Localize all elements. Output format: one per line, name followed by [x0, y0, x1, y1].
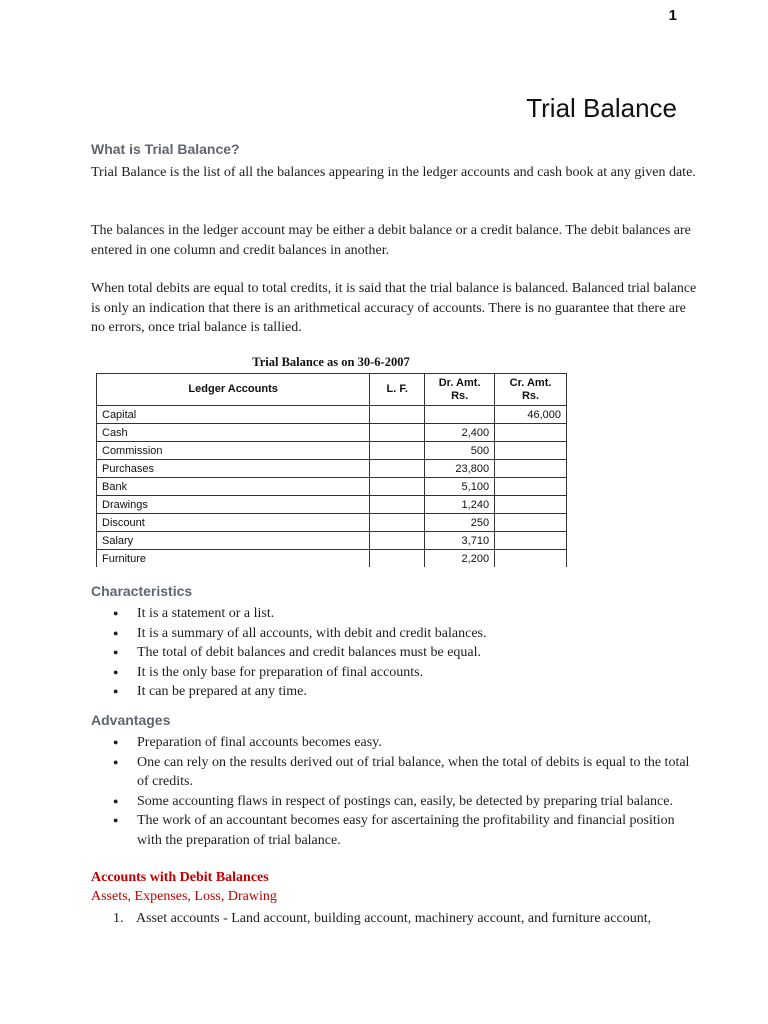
cell-lf	[370, 550, 425, 568]
table-row	[97, 532, 567, 550]
cell-ledger-account: Furniture	[97, 550, 370, 568]
cell-ledger-account: Commission	[97, 442, 370, 460]
cell-cr-amount	[495, 496, 567, 514]
cell-dr-amount: 2,400	[425, 424, 495, 442]
cell-cr-amount: 46,000	[495, 406, 567, 424]
table-caption: Trial Balance as on 30-6-2007	[252, 355, 410, 369]
table-row	[97, 460, 567, 478]
list-item: ● It is the only base for preparation of final accounts.	[91, 663, 697, 683]
debit-balances-subheading: Assets, Expenses, Loss, Drawing	[91, 889, 277, 904]
cell-cr-amount	[495, 514, 567, 532]
header-dr-amount: Dr. Amt. Rs.	[425, 374, 495, 406]
cell-cr-amount	[495, 550, 567, 568]
paragraph-balances: The balances in the ledger account may be either a debit balance or a credit balance. The debit balances are entered in one column and credit balances in another.	[91, 223, 691, 258]
cell-dr-amount: 500	[425, 442, 495, 460]
advantages-list	[91, 733, 697, 850]
list-item: ● It is a statement or a list.	[91, 604, 697, 624]
list-item: ● One can rely on the results derived out of trial balance, when the total of debits is equal to the total of credits.	[91, 753, 697, 792]
paragraph-balanced: When total debits are equal to total credits, it is said that the trial balance is balanced. Balanced trial balance is only an indication that there is an arithmetical accuracy of accounts. There is no guarantee that there are no errors, once trial balance is tallied.	[91, 281, 697, 335]
list-item: ● Some accounting flaws in respect of postings can, easily, be detected by preparing trial balance.	[91, 792, 697, 812]
cell-dr-amount: 23,800	[425, 460, 495, 478]
trial-balance-table	[96, 373, 567, 567]
cell-ledger-account: Capital	[97, 406, 370, 424]
header-ledger-accounts: Ledger Accounts	[97, 374, 370, 406]
list-item: ● The work of an accountant becomes easy for ascertaining the profitability and financial position with the preparation of trial balance.	[91, 811, 697, 850]
cell-lf	[370, 406, 425, 424]
cell-cr-amount	[495, 478, 567, 496]
cell-dr-amount: 1,240	[425, 496, 495, 514]
table-row	[97, 424, 567, 442]
cell-lf	[370, 514, 425, 532]
debit-accounts-list	[91, 909, 697, 929]
cell-dr-amount	[425, 406, 495, 424]
list-item	[91, 909, 697, 929]
paragraph-definition: Trial Balance is the list of all the balances appearing in the ledger accounts and cash book at any given date.	[91, 165, 696, 180]
cell-ledger-account: Bank	[97, 478, 370, 496]
table-row	[97, 406, 567, 424]
section-heading-advantages: Advantages	[91, 712, 171, 728]
cell-lf	[370, 460, 425, 478]
cell-lf	[370, 532, 425, 550]
table-header-row	[97, 374, 567, 406]
header-lf: L. F.	[370, 374, 425, 406]
characteristics-list	[91, 604, 697, 702]
cell-lf	[370, 424, 425, 442]
cell-lf	[370, 442, 425, 460]
list-item: ● It is a summary of all accounts, with debit and credit balances.	[91, 624, 697, 644]
cell-cr-amount	[495, 460, 567, 478]
list-item: ● Preparation of final accounts becomes easy.	[91, 733, 697, 753]
cell-dr-amount: 5,100	[425, 478, 495, 496]
cell-ledger-account: Drawings	[97, 496, 370, 514]
cell-ledger-account: Purchases	[97, 460, 370, 478]
cell-ledger-account: Salary	[97, 532, 370, 550]
cell-cr-amount	[495, 532, 567, 550]
cell-cr-amount	[495, 424, 567, 442]
list-number: 1.	[113, 911, 124, 926]
page-number: 1	[668, 7, 677, 24]
cell-dr-amount: 2,200	[425, 550, 495, 568]
list-item-text: Asset accounts - Land account, building account, machinery account, and furniture account,	[136, 911, 652, 926]
cell-ledger-account: Cash	[97, 424, 370, 442]
page-title: Trial Balance	[526, 93, 677, 123]
cell-cr-amount	[495, 442, 567, 460]
section-heading-what-is: What is Trial Balance?	[91, 141, 240, 157]
list-item: ● It can be prepared at any time.	[91, 682, 697, 702]
section-heading-characteristics: Characteristics	[91, 583, 193, 599]
debit-balances-heading: Accounts with Debit Balances	[91, 870, 269, 885]
table-row	[97, 442, 567, 460]
cell-dr-amount: 250	[425, 514, 495, 532]
header-cr-amount: Cr. Amt. Rs.	[495, 374, 567, 406]
cell-lf	[370, 496, 425, 514]
list-item: ● The total of debit balances and credit balances must be equal.	[91, 643, 697, 663]
cell-lf	[370, 478, 425, 496]
cell-ledger-account: Discount	[97, 514, 370, 532]
cell-dr-amount: 3,710	[425, 532, 495, 550]
table-row	[97, 496, 567, 514]
table-row	[97, 550, 567, 568]
table-row	[97, 478, 567, 496]
table-row	[97, 514, 567, 532]
